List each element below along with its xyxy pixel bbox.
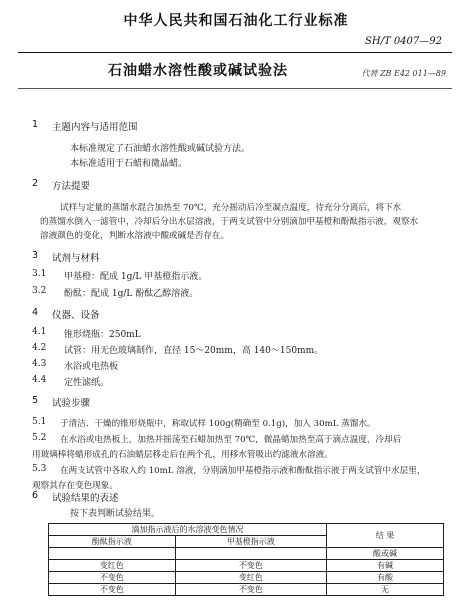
item-text: 甲基橙：配成 1g/L 甲基橙指示液。 xyxy=(64,272,208,282)
item-text: 锥形烧瓶：250mL xyxy=(64,330,141,340)
section-4-number: 4 xyxy=(32,307,39,318)
table-cell: 不变色 xyxy=(49,572,176,584)
table-cell: 有碱 xyxy=(327,560,444,572)
table-cell: 不变色 xyxy=(175,560,326,572)
item-number: 3.1 xyxy=(32,269,47,279)
table-header-cell: 结 果 xyxy=(327,524,444,548)
section-5-number: 5 xyxy=(32,395,39,406)
section-3-number: 3 xyxy=(32,250,39,261)
item-text: 用玻璃棒将蜡形成孔的石油蜡层移走后在两个孔，用移水管吸出约滤液水溶液。 xyxy=(32,450,333,460)
item-text: 在水浴或电热板上，加热并摇荡至石蜡加热至 70℃，微晶蜡加热至高于滴点温度，冷却后 xyxy=(60,435,402,445)
item-number: 5.1 xyxy=(32,417,47,427)
item-number: 5.3 xyxy=(32,464,47,474)
section-2-number: 2 xyxy=(32,178,39,189)
item-text: 酚酞：配成 1g/L 酚酞乙醇溶液。 xyxy=(64,289,199,299)
section-4-title: 仪器、设备 xyxy=(52,310,100,321)
section-3-title: 试剂与材料 xyxy=(52,253,100,264)
section-2-line: 试样与定量的蒸馏水混合加热至 70℃，充分摇动后冷至凝点温度，待充分分离后，将下水 xyxy=(60,203,402,213)
item-number: 4.1 xyxy=(32,327,47,337)
section-6-title: 试验结果的表述 xyxy=(52,493,119,504)
table-header-cell: 甲基橙指示液 xyxy=(175,536,326,548)
table-cell xyxy=(49,548,176,560)
item-text: 于清洁、干燥的锥形烧瓶中，称取试样 100g(精确至 0.1g)，加入 30mL 蒸馏水。 xyxy=(60,419,376,429)
table-header-cell: 酚酞指示液 xyxy=(49,536,176,548)
section-2-line: 溶液颜色的变化，判断水溶液中酸或碱是否存在。 xyxy=(40,231,230,241)
item-number: 4.4 xyxy=(32,375,47,385)
item-text: 观察其存在变色现象。 xyxy=(32,481,118,491)
table-row xyxy=(49,560,444,572)
replaces-note: 代替 ZB E42 011—89 xyxy=(361,69,446,78)
item-text: 在两支试管中各取入约 10mL 溶液，分别滴加甲基橙指示液和酚酞指示液于两支试管中水层里， xyxy=(60,466,426,476)
item-number: 3.2 xyxy=(32,286,47,296)
table-header-cell: 滴加指示液后的水溶液变色情况 xyxy=(49,524,327,536)
standard-number: SH/T 0407—92 xyxy=(365,36,442,47)
section-6-intro: 按下表判断试验结果。 xyxy=(70,509,161,519)
table-cell: 变红色 xyxy=(175,572,326,584)
section-1-line: 本标准适用于石蜡和微晶蜡。 xyxy=(70,159,188,169)
section-5-title: 试验步骤 xyxy=(52,398,91,409)
table-cell: 酸或碱 xyxy=(327,548,444,560)
table-row xyxy=(49,572,444,584)
item-number: 4.3 xyxy=(32,359,47,369)
item-text: 定性滤纸。 xyxy=(64,378,110,388)
result-table xyxy=(48,523,444,596)
section-1-line: 本标准规定了石油蜡水溶性酸或碱试验方法。 xyxy=(70,144,251,154)
table-cell xyxy=(175,548,326,560)
title-rule xyxy=(18,88,452,89)
table-cell: 无 xyxy=(327,584,444,596)
section-1-title: 主题内容与适用范围 xyxy=(52,122,138,133)
section-2-title: 方法提要 xyxy=(52,181,91,192)
document-title: 石油蜡水溶性酸或碱试验法 xyxy=(108,63,288,79)
standard-title: 中华人民共和国石油化工行业标准 xyxy=(123,13,349,29)
section-2-line: 的蒸馏水倒入一滤管中，冷却后分出水层溶液，于两支试管中分别滴加甲基橙和酚酞指示液，观察水 xyxy=(40,217,419,227)
table-cell: 有酸 xyxy=(327,572,444,584)
top-rule xyxy=(18,52,452,53)
table-row xyxy=(49,584,444,596)
item-text: 水浴或电热板 xyxy=(64,362,119,372)
table-cell: 不变色 xyxy=(49,584,176,596)
table-row xyxy=(49,548,444,560)
item-text: 试管：用无色玻璃制作，直径 15～20mm，高 140～150mm。 xyxy=(64,346,324,356)
section-1-number: 1 xyxy=(32,119,39,130)
item-number: 4.2 xyxy=(32,343,47,353)
item-number: 5.2 xyxy=(32,433,47,443)
table-cell: 变红色 xyxy=(49,560,176,572)
table-cell: 不变色 xyxy=(175,584,326,596)
section-6-number: 6 xyxy=(32,490,39,501)
table-row xyxy=(49,524,444,536)
